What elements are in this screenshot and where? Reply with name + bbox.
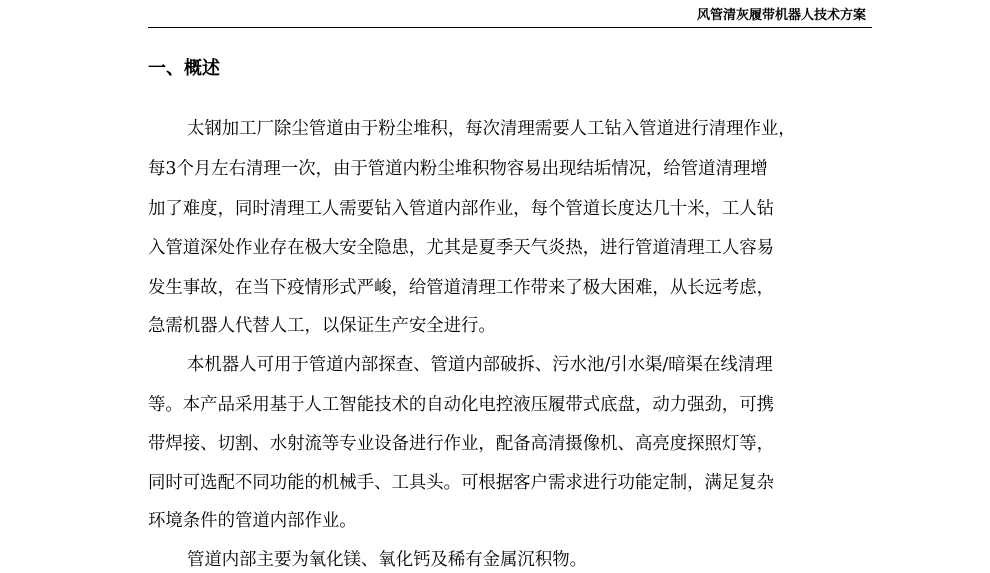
paragraph-line: 急需机器人代替人工，以保证生产安全进行。 [148,316,496,336]
paragraph-line: 带焊接、切割、水射流等专业设备进行作业，配备高清摄像机、高亮度探照灯等， [148,434,775,454]
paragraph-line: 太钢加工厂除尘管道由于粉尘堆积，每次清理需要人工钻入管道进行清理作业， [187,119,796,139]
paragraph-line: 等。本产品采用基于人工智能技术的自动化电控液压履带式底盘，动力强劲，可携 [148,395,775,415]
paragraph-line: 发生事故，在当下疫情形式严峻，给管道清理工作带来了极大困难，从长远考虑， [148,278,775,298]
paragraph-line: 本机器人可用于管道内部探查、管道内部破拆、污水池/引水渠/暗渠在线清理 [187,355,773,375]
paragraph-line: 环境条件的管道内部作业。 [148,511,357,531]
paragraph-line: 每3个月左右清理一次，由于管道内粉尘堆积物容易出现结垢情况，给管道清理增 [148,159,768,179]
section-heading-overview: 一、概述 [148,58,220,79]
paragraph-line: 管道内部主要为氧化镁、氧化钙及稀有金属沉积物。 [187,550,587,570]
document-title: 风管清灰履带机器人技术方案 [696,8,866,23]
paragraph-line: 加了难度，同时清理工人需要钻入管道内部作业，每个管道长度达几十米，工人钻 [148,199,775,219]
paragraph-line: 入管道深处作业存在极大安全隐患，尤其是夏季天气炎热，进行管道清理工人容易 [148,238,775,258]
paragraph-line: 同时可选配不同功能的机械手、工具头。可根据客户需求进行功能定制，满足复杂 [148,473,775,493]
page-header [148,4,872,28]
